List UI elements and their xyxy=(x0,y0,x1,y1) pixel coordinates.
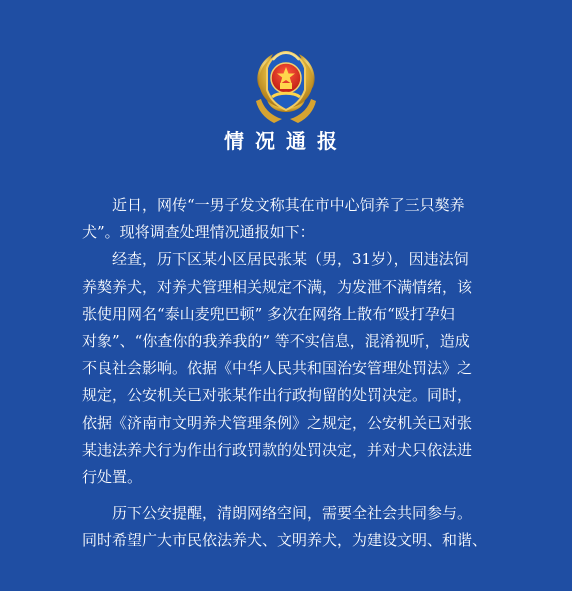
paragraph-3-line-2: 同时希望广大市民依法养犬、文明养犬，为建设文明、和谐、 xyxy=(82,531,488,550)
paragraph-3-line-1: 历下公安提醒，清朗网络空间，需要全社会共同参与。 xyxy=(112,504,473,523)
paragraph-2-line-3: 张使用网名“泰山麦兜巴顿” 多次在网络上散布“殴打孕妇 xyxy=(82,304,455,323)
paragraph-2-line-6: 规定，公安机关已对张某作出行政拘留的处罚决定。同时， xyxy=(82,386,473,405)
paragraph-2-line-4: 对象”、“你查你的我养我的” 等不实信息，混淆视听，造成 xyxy=(82,331,470,350)
paragraph-2-line-1: 经查，历下区某小区居民张某（男，31岁），因违法饲 xyxy=(112,250,469,269)
paragraph-2-line-5: 不良社会影响。依据《中华人民共和国治安管理处罚法》之 xyxy=(82,359,473,378)
document-body xyxy=(82,192,496,554)
paragraph-2-line-8: 某违法养犬行为作出行政罚款的处罚决定，并对犬只依法进 xyxy=(82,440,473,459)
paragraph-2 xyxy=(82,246,496,491)
paragraph-1 xyxy=(82,192,496,246)
paragraph-gap xyxy=(82,491,496,500)
paragraph-3 xyxy=(82,500,496,554)
paragraph-2-line-9: 行处置。 xyxy=(82,467,143,486)
paragraph-2-line-2: 养獒养犬，对养犬管理相关规定不满，为发泄不满情绪，该 xyxy=(82,277,473,296)
paragraph-2-line-7: 依据《济南市文明养犬管理条例》之规定，公安机关已对张 xyxy=(82,413,473,432)
paragraph-1-line-2: 犬”。现将调查处理情况通报如下： xyxy=(82,223,315,242)
paragraph-1-line-1: 近日，网传“一男子发文称其在市中心饲养了三只獒养 xyxy=(112,196,465,214)
page-title: 情况通报 xyxy=(224,129,348,153)
police-emblem-icon xyxy=(249,42,323,124)
